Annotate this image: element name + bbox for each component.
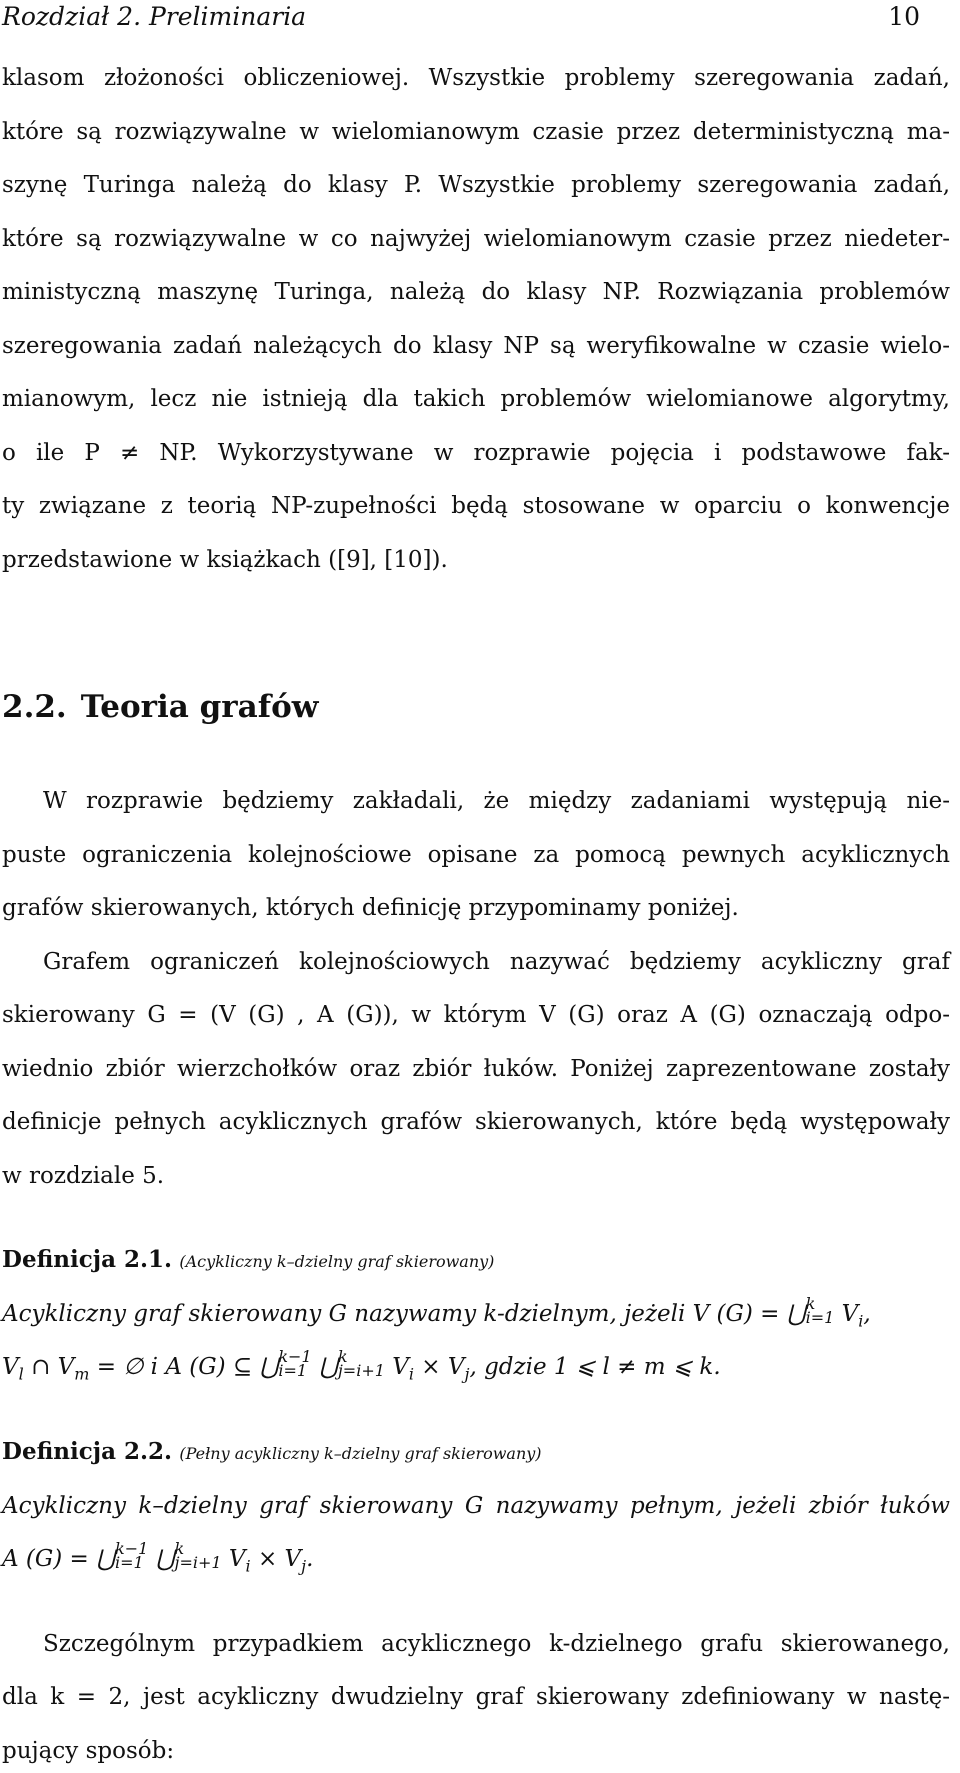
text-line: mianowym, lecz nie istnieją dla takich problemów wielomianowe algorytmy,: [2, 386, 950, 412]
section-heading: [2, 687, 318, 727]
set-symbol: V: [228, 1546, 246, 1572]
text-line: Szczególnym przypadkiem acyklicznego k-dzielnego grafu skierowanego,: [43, 1631, 950, 1657]
union-limits: [115, 1539, 149, 1572]
set-expression: × V: [257, 1546, 302, 1572]
page-number: 10: [888, 2, 920, 31]
set-index: l: [18, 1364, 24, 1384]
definition-body-line: [2, 1539, 314, 1582]
set-expression: = ∅ i A (G) ⊆ ⋃: [96, 1354, 279, 1380]
set-symbol: V: [841, 1301, 859, 1327]
section-number: 2.2.: [2, 689, 67, 725]
union-upper: k−1: [115, 1539, 149, 1558]
section-title: Teoria grafów: [80, 689, 319, 725]
union-symbol: ⋃: [318, 1354, 338, 1380]
set-index: j: [464, 1364, 470, 1384]
text-line: o ile P ≠ NP. Wykorzystywane w rozprawie pojęcia i podstawowe fak-: [2, 440, 950, 466]
set-index: j: [301, 1556, 307, 1576]
set-symbol: V: [392, 1354, 409, 1380]
set-expression: × V: [421, 1354, 465, 1380]
union-lower: i=1: [278, 1361, 308, 1380]
union-lower: j=i+1: [337, 1361, 385, 1380]
text-line: szynę Turinga należą do klasy P. Wszystkie problemy szeregowania zadań,: [2, 172, 950, 198]
union-lower: i=1: [115, 1553, 144, 1572]
union-limits: [337, 1347, 385, 1380]
definition-name: (Acykliczny k–dzielny graf skierowany): [179, 1252, 495, 1271]
set-index: i: [245, 1556, 251, 1576]
union-limits: [805, 1294, 835, 1327]
union-upper: k−1: [278, 1347, 312, 1366]
definition-text: , gdzie 1 ⩽ l ≠ m ⩽ k.: [469, 1354, 721, 1380]
text-line: które są rozwiązywalne w co najwyżej wielomianowym czasie przez niedeter-: [2, 226, 950, 252]
text-line: przedstawione w książkach ([9], [10]).: [2, 547, 448, 573]
text-line: puste ograniczenia kolejnościowe opisane za pomocą pewnych acyklicznych: [2, 842, 950, 868]
set-expression: A (G) = ⋃: [2, 1546, 116, 1572]
set-symbol: V: [2, 1354, 19, 1380]
text-line: pujący sposób:: [2, 1738, 175, 1764]
text-line: skierowany G = (V (G) , A (G)), w którym V (G) oraz A (G) oznaczają odpo-: [2, 1002, 950, 1028]
text-line: które są rozwiązywalne w wielomianowym czasie przez deterministyczną ma-: [2, 119, 950, 145]
union-limits: [174, 1539, 222, 1572]
text-line: szeregowania zadań należących do klasy NP są weryfikowalne w czasie wielo-: [2, 333, 950, 359]
chapter-title: Rozdział 2. Preliminaria: [2, 2, 307, 31]
definition-name: (Pełny acykliczny k–dzielny graf skierowany): [179, 1444, 542, 1463]
union-symbol: ⋃: [155, 1546, 175, 1572]
text-line: wiednio zbiór wierzchołków oraz zbiór łuków. Poniżej zaprezentowane zostały: [2, 1056, 950, 1082]
set-index: m: [74, 1364, 90, 1384]
text-line: W rozprawie będziemy zakładali, że między zadaniami występują nie-: [43, 788, 950, 814]
definition-body-line: Acykliczny k–dzielny graf skierowany G nazywamy pełnym, jeżeli zbiór łuków: [2, 1493, 950, 1519]
union-limits: [278, 1347, 312, 1380]
text-line: grafów skierowanych, których definicję przypominamy poniżej.: [2, 895, 739, 921]
text-line: klasom złożoności obliczeniowej. Wszystkie problemy szeregowania zadań,: [2, 65, 950, 91]
text-line: dla k = 2, jest acykliczny dwudzielny graf skierowany zdefiniowany w nastę-: [2, 1684, 950, 1710]
definition-text: Acykliczny graf skierowany G nazywamy k-dzielnym, jeżeli V (G) = ⋃: [2, 1301, 806, 1327]
definition-label: Definicja 2.1.: [2, 1246, 173, 1273]
union-lower: i=1: [805, 1308, 835, 1327]
text-line: Grafem ograniczeń kolejnościowych nazywać będziemy acykliczny graf: [43, 949, 950, 975]
set-index: i: [408, 1364, 414, 1384]
punctuation: .: [306, 1546, 314, 1572]
running-header: [2, 0, 920, 34]
text-line: w rozdziale 5.: [2, 1163, 165, 1189]
punctuation: ,: [863, 1301, 871, 1327]
definition-heading: [2, 1245, 494, 1277]
union-lower: j=i+1: [174, 1553, 222, 1572]
union-upper: k: [337, 1347, 348, 1366]
definition-body-line: [2, 1294, 871, 1337]
text-line: ministyczną maszynę Turinga, należą do klasy NP. Rozwiązania problemów: [2, 279, 950, 305]
definition-label: Definicja 2.2.: [2, 1438, 173, 1465]
union-upper: k: [805, 1294, 816, 1313]
text-line: ty związane z teorią NP-zupełności będą stosowane w oparciu o konwencje: [2, 493, 950, 519]
union-upper: k: [174, 1539, 185, 1558]
set-expression: ∩ V: [31, 1354, 75, 1380]
definition-heading: [2, 1437, 542, 1469]
text-line: definicje pełnych acyklicznych grafów skierowanych, które będą występowały: [2, 1109, 950, 1135]
set-index: i: [858, 1311, 864, 1331]
definition-body-line: [2, 1347, 721, 1390]
